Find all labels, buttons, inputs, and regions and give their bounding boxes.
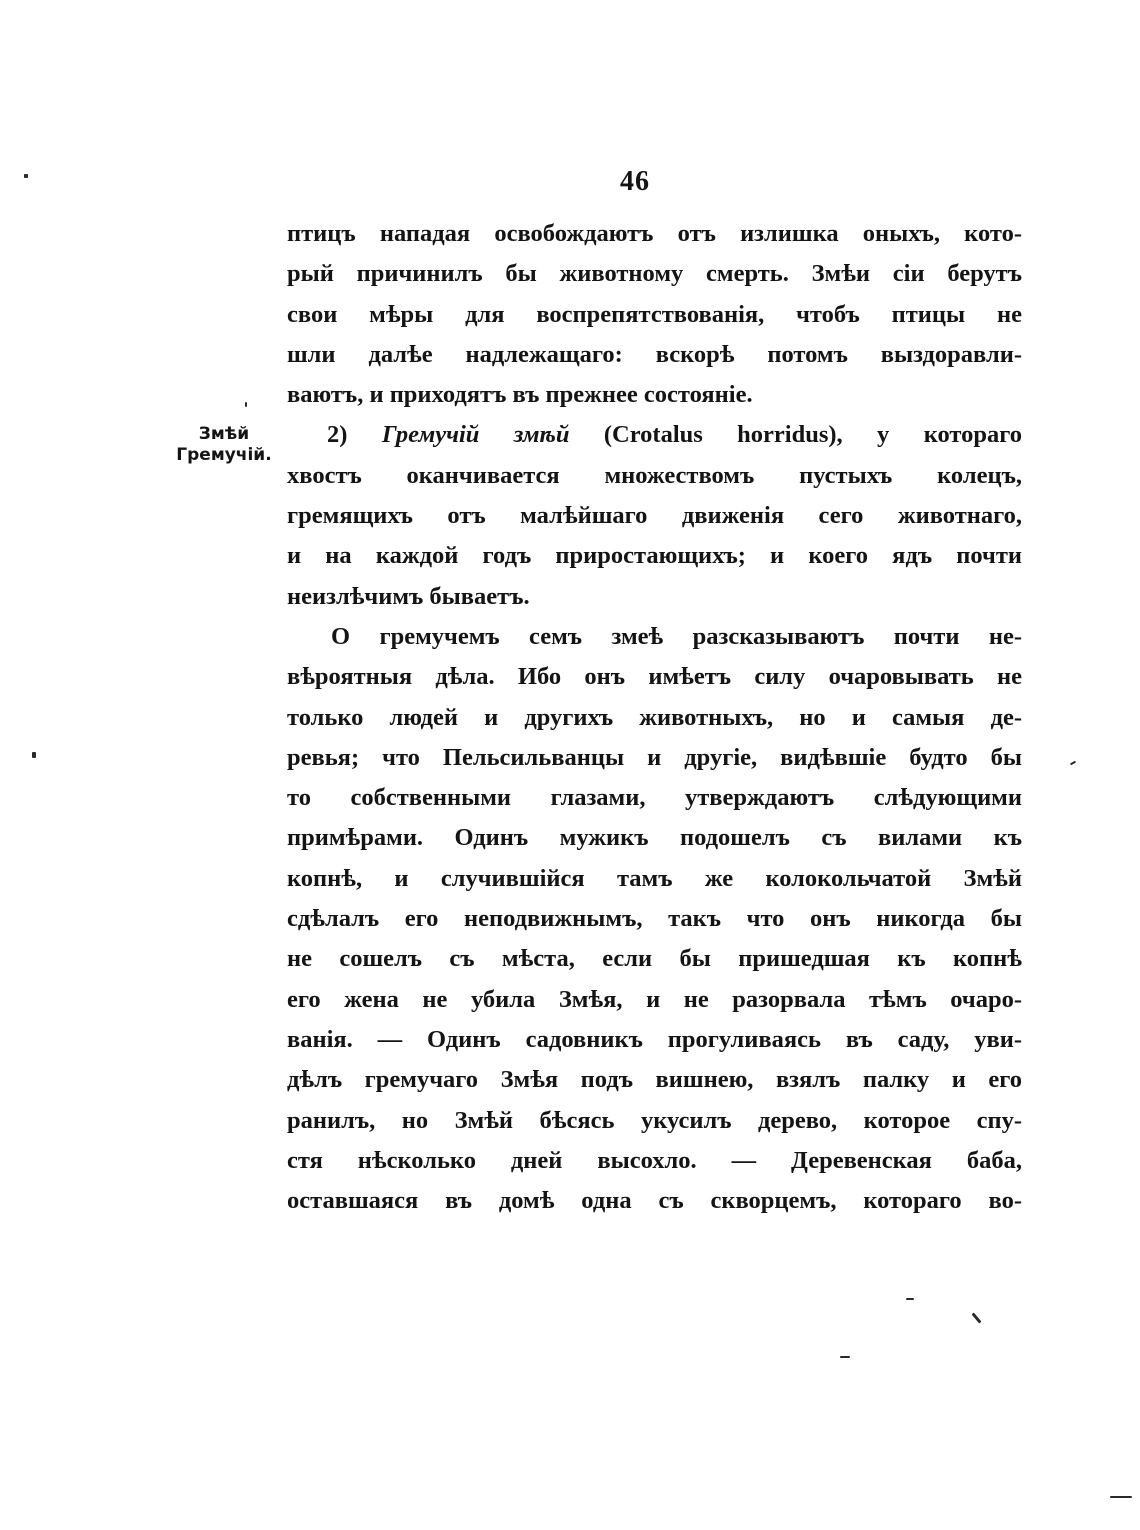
text-line: его жена не убила Змѣя, и не разорвала тѣмъ очаро- (287, 985, 1022, 1013)
text-line: ревья; что Пельсильванцы и другіе, видѣвшіе будто бы (287, 743, 1022, 771)
text-line: не сошелъ съ мѣста, если бы пришедшая къ копнѣ (287, 945, 1022, 973)
text-line: стя нѣсколько дней высохло. — Деревенская баба, (287, 1146, 1022, 1174)
text-line: О гремучемъ семъ змеѣ разсказываютъ почти не- (331, 622, 1022, 650)
scan-speck (1070, 761, 1076, 766)
scan-speck (32, 752, 36, 758)
text-line: только людей и другихъ животныхъ, но и самыя де- (287, 703, 1022, 731)
scan-speck (971, 1312, 981, 1323)
text-line: вѣроятныя дѣла. Ибо онъ имѣетъ силу очаровывать не (287, 663, 1022, 691)
paragraph-2 (287, 415, 1022, 616)
text-line: и на каждой годъ приростающихъ; и коего ядъ почти (287, 542, 1022, 570)
entry-latin-name: (Crotalus horridus), у котораго (603, 421, 1023, 449)
text-line: птицъ нападая освобождаютъ отъ излишка оныхъ, кото- (287, 220, 1022, 247)
text-line: шли далѣе надлежащаго: вскорѣ потомъ выздоравли- (287, 340, 1022, 368)
paragraph-3 (287, 617, 1022, 1221)
margin-note (166, 424, 282, 466)
text-line: ванія. — Одинъ садовникъ прогуливаясь въ саду, уви- (287, 1025, 1022, 1053)
entry-term: Гремучій змѣй (381, 421, 570, 449)
text-line: ранилъ, но Змѣй бѣсясь укусилъ дерево, которое спу- (287, 1106, 1022, 1134)
text-line: ваютъ, и приходятъ въ прежнее состояніе. (287, 381, 753, 409)
text-line: то собственными глазами, утверждаютъ слѣдующими (287, 784, 1022, 812)
text-line: копнѣ, и случившійся тамъ же колокольчатой Змѣй (287, 864, 1022, 892)
scan-speck (1110, 1496, 1132, 1498)
text-line: рый причинилъ бы животному смерть. Змѣи сіи берутъ (287, 260, 1022, 288)
text-line: оставшаяся въ домѣ одна съ скворцемъ, котораго во- (287, 1187, 1022, 1215)
text-line: свои мѣры для воспрепятствованія, чтобъ птицы не (287, 300, 1022, 328)
text-column (287, 214, 1022, 1221)
text-line: гремящихъ отъ малѣйшаго движенія сего животнаго, (287, 502, 1022, 530)
text-line: примѣрами. Одинъ мужикъ подошелъ съ вилами къ (287, 824, 1022, 852)
page-number: 46 (620, 166, 650, 197)
scan-speck (840, 1356, 850, 1358)
margin-note-line-1: Змѣй (198, 424, 250, 444)
scan-speck (245, 402, 247, 407)
entry-number: 2) (327, 421, 348, 449)
text-line: сдѣлалъ его неподвижнымъ, такъ что онъ никогда бы (287, 905, 1022, 933)
text-line-entry-heading (287, 415, 1022, 455)
scan-speck (24, 174, 28, 178)
paragraph-1 (287, 214, 1022, 415)
scan-speck (906, 1298, 914, 1300)
text-line: хвостъ оканчивается множествомъ пустыхъ колецъ, (287, 461, 1022, 489)
text-line: неизлѣчимъ бываетъ. (287, 582, 530, 610)
margin-note-line-2: Гремучій. (176, 445, 272, 465)
text-line: дѣлъ гремучаго Змѣя подъ вишнею, взялъ палку и его (287, 1066, 1022, 1094)
